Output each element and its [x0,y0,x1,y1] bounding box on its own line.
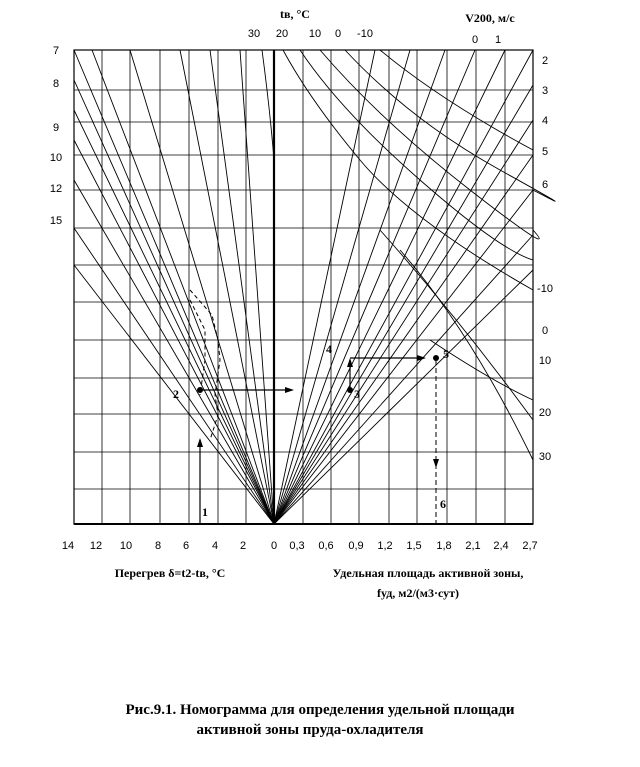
ray-right-8 [274,50,475,524]
left-scale-0: 7 [52,45,60,57]
point-label-3: 3 [354,387,360,401]
top-left-tick-3: 0 [334,28,342,40]
point-label-2: 2 [173,387,179,401]
right-scale-bottom-1: 0 [541,325,549,337]
figure-caption-line2: активной зоны пруда-охладителя [196,722,424,738]
arrow-down-5 [433,459,439,468]
arrow-up-3 [347,358,353,367]
x-right-axis-label-line2: fуд, м2/(м3·сут) [376,586,460,600]
x-left-tick-5: 4 [211,540,219,552]
top-left-tick-1: 20 [275,28,289,40]
dashed-left-a [190,290,220,440]
ray-right-2 [274,120,533,524]
x-right-tick-6: 2,1 [465,540,481,552]
point-label-1: 1 [202,505,208,519]
path-node-1 [347,387,353,393]
arrow-up-1 [197,438,203,447]
temp-curve-5 [380,50,533,150]
x-left-tick-3: 8 [154,540,162,552]
temp-curve-0 [262,50,274,160]
x-left-tick-2: 10 [119,540,133,552]
x-right-tick-0: 0,3 [289,540,305,552]
temp-curve-3 [320,50,539,239]
right-scale-top-4: 6 [541,179,549,191]
curve-lines [262,50,555,460]
x-left-axis-label: Перегрев δ=t2-tв, °C [114,566,226,580]
temp-curve-1 [283,50,533,290]
ray-left-2 [74,110,274,524]
right-scale-bottom-3: 20 [538,407,552,419]
x-right-tick-8: 2,7 [522,540,538,552]
ray-right-3 [274,155,533,524]
x-right-tick-2: 0,9 [348,540,364,552]
top-left-tick-4: -10 [357,28,373,40]
x-right-tick-3: 1,2 [377,540,393,552]
x-right-axis-label-line1: Удельная площадь активной зоны, [332,566,524,580]
plot-frame [74,50,533,524]
right-scale-bottom-2: 10 [538,355,552,367]
x-left-tick-4: 6 [182,540,190,552]
grid [74,50,533,524]
x-right-tick-7: 2,4 [493,540,509,552]
right-scale-top-1: 3 [541,85,549,97]
point-label-4: 4 [326,342,332,356]
dashed-left-b [190,300,205,395]
arrow-right-2 [285,387,294,393]
top-left-tick-2: 10 [308,28,322,40]
left-scale-1: 8 [52,78,60,90]
ray-right-6 [274,270,533,524]
ray-right-0 [274,50,533,524]
path-node-0 [197,387,203,393]
ray-right-1 [274,85,533,524]
ray-left-4 [74,180,274,524]
right-scale-bottom-0: -10 [537,283,553,295]
path-node-2 [433,355,439,361]
top-right-tick-0: 0 [471,34,479,46]
ray-left-3 [74,140,274,524]
x-left-tick-6: 2 [239,540,247,552]
left-scale-5: 15 [49,215,63,227]
x-right-tick-4: 1,5 [406,540,422,552]
temp-curve-7 [400,250,533,460]
top-left-axis-title: tв, °C [280,7,310,21]
point-label-6: 6 [440,497,446,511]
ray-left-5 [74,228,274,524]
right-scale-top-2: 4 [541,115,549,127]
ray-left-7 [92,50,274,524]
left-scale-4: 12 [49,183,63,195]
ray-left-8 [130,50,274,524]
ray-right-4 [274,190,533,524]
left-scale-2: 9 [52,122,60,134]
x-right-tick-5: 1,8 [436,540,452,552]
top-left-tick-0: 30 [247,28,261,40]
ray-lines [74,50,533,524]
ray-left-9 [180,50,274,524]
figure-caption-line1: Рис.9.1. Номограмма для определения удельной площади [125,702,515,718]
left-scale-3: 10 [49,152,63,164]
x-left-tick-0: 14 [61,540,75,552]
x-right-tick-1: 0,6 [318,540,334,552]
ray-left-0 [74,50,274,524]
top-right-axis-title: V200, м/с [465,11,515,25]
x-left-tick-1: 12 [89,540,103,552]
top-right-tick-1: 1 [494,34,502,46]
x-left-tick-7: 0 [270,540,278,552]
right-scale-top-3: 5 [541,146,549,158]
ray-left-11 [240,50,274,524]
point-label-5: 5 [443,347,449,361]
right-scale-top-0: 2 [541,55,549,67]
right-scale-bottom-4: 30 [538,451,552,463]
